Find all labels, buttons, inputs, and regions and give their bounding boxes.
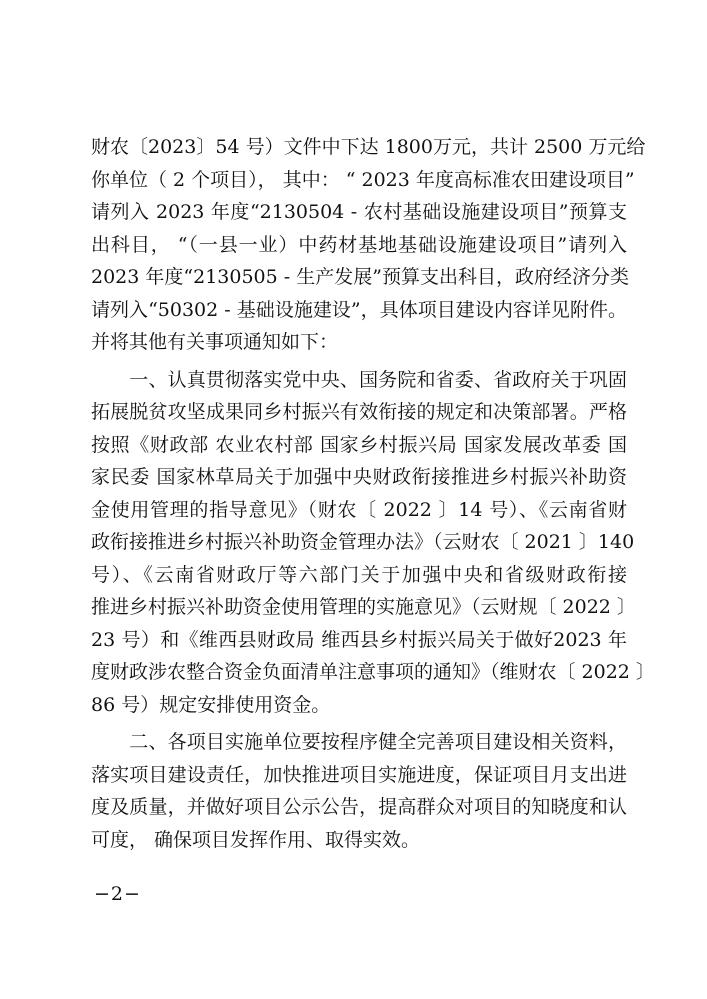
text-line: 度及质量，并做好项目公示公告，提高群众对项目的知晓度和认 [91, 796, 627, 818]
text-line: 请列入 2023 年度“2130504 - 农村基础设施建设项目”预算支 [91, 201, 627, 223]
text-line: 2023 年度“2130505 - 生产发展”预算支出科目，政府经济分类 [91, 266, 629, 288]
text-line: 度财政涉农整合资金负面清单注意事项的通知》（维财农〔 2022 〕 [91, 661, 655, 683]
text-line: 二、各项目实施单位要按程序健全完善项目建设相关资料， [91, 731, 627, 753]
text-line: 你单位（ 2 个项目）， 其中： “ 2023 年度高标准农田建设项目” [91, 168, 635, 191]
paragraph-item-2 [91, 726, 627, 856]
text-line: 推进乡村振兴补助资金使用管理的实施意见》（云财规〔 2022 〕 [91, 596, 636, 618]
text-line: 落实项目建设责任，加快推进项目实施进度，保证项目月支出进 [91, 763, 627, 786]
text-line: 23 号）和《维西县财政局 维西县乡村振兴局关于做好2023 年 [91, 628, 627, 651]
text-line: 财农〔2023〕54 号）文件中下达 1800万元，共计 2500 万元给 [91, 136, 646, 158]
text-line: 出科目， “（一县一业）中药材基地基础设施建设项目”请列入 [91, 233, 627, 256]
text-line: 一、认真贯彻落实党中央、国务院和省委、省政府关于巩固 [91, 368, 627, 391]
text-line: 家民委 国家林草局关于加强中央财政衔接推进乡村振兴补助资 [91, 466, 627, 488]
paragraph-item-1 [91, 364, 655, 722]
text-line: 政衔接推进乡村振兴补助资金管理办法》（云财农〔 2021 〕140 [91, 531, 635, 553]
document-body [91, 131, 655, 856]
page-number: −2− [94, 883, 141, 905]
text-line: 86 号）规定安排使用资金。 [91, 693, 331, 716]
text-line: 按照《财政部 农业农村部 国家乡村振兴局 国家发展改革委 国 [91, 433, 627, 456]
text-line: 金使用管理的指导意见》（财农〔 2022 〕14 号）、《云南省财 [91, 498, 627, 521]
text-line: 请列入“50302 - 基础设施建设”，具体项目建设内容详见附件。 [91, 298, 627, 321]
text-line: 拓展脱贫攻坚成果同乡村振兴有效衔接的规定和决策部署。严格 [91, 401, 627, 423]
text-line: 号）、《云南省财政厅等六部门关于加强中央和省级财政衔接 [91, 563, 627, 586]
paragraph-intro [91, 131, 646, 359]
text-line: 并将其他有关事项通知如下： [91, 331, 339, 353]
text-line: 可度， 确保项目发挥作用、取得实效。 [91, 828, 421, 851]
